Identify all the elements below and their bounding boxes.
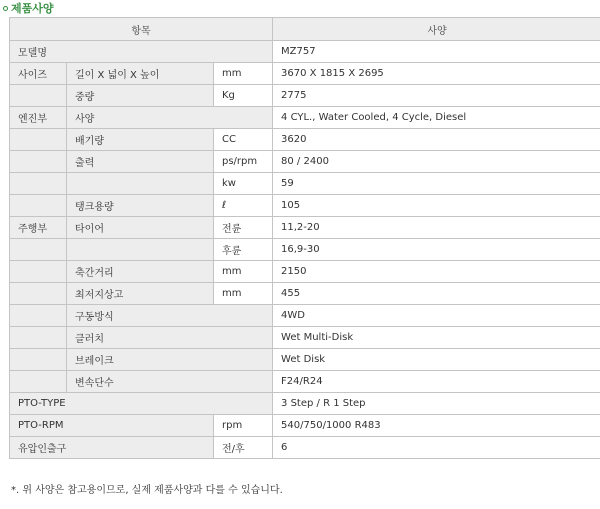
tank-label: 탱크용량 bbox=[67, 195, 214, 217]
pto-rpm-value: 540/750/1000 R483 bbox=[273, 415, 600, 437]
dimension-unit: mm bbox=[214, 63, 273, 85]
weight-unit: Kg bbox=[214, 85, 273, 107]
pto-rpm-unit: rpm bbox=[214, 415, 273, 437]
weight-value: 2775 bbox=[273, 85, 600, 107]
empty-cell bbox=[67, 239, 214, 261]
clearance-label: 최저지상고 bbox=[67, 283, 214, 305]
pto-type-value: 3 Step / R 1 Step bbox=[273, 393, 600, 415]
engine-group-label: 엔진부 bbox=[10, 107, 67, 129]
rear-tire-value: 16,9-30 bbox=[273, 239, 600, 261]
output-unit-kw: kw bbox=[214, 173, 273, 195]
front-tire-label: 전륜 bbox=[214, 217, 273, 239]
engine-spec-value: 4 CYL., Water Cooled, 4 Cycle, Diesel bbox=[273, 107, 600, 129]
tank-unit: ℓ bbox=[214, 195, 273, 217]
table-row bbox=[10, 85, 600, 107]
model-value: MZ757 bbox=[273, 41, 600, 63]
table-row bbox=[10, 437, 600, 459]
table-row bbox=[10, 261, 600, 283]
clutch-value: Wet Multi-Disk bbox=[273, 327, 600, 349]
table-row bbox=[10, 41, 600, 63]
empty-cell bbox=[10, 261, 67, 283]
table-row bbox=[10, 393, 600, 415]
table-row bbox=[10, 107, 600, 129]
empty-cell bbox=[10, 195, 67, 217]
table-header-row bbox=[10, 18, 600, 41]
table-row bbox=[10, 283, 600, 305]
table-row bbox=[10, 195, 600, 217]
footnote: *. 위 사양은 참고용이므로, 실제 제품사양과 다를 수 있습니다. bbox=[11, 485, 283, 496]
empty-cell bbox=[10, 305, 67, 327]
table-row bbox=[10, 63, 600, 85]
front-tire-value: 11,2-20 bbox=[273, 217, 600, 239]
spec-table bbox=[9, 17, 600, 459]
table-row bbox=[10, 305, 600, 327]
pto-rpm-label: PTO-RPM bbox=[10, 415, 214, 437]
drive-type-label: 구동방식 bbox=[67, 305, 273, 327]
output-unit-rpm: ps/rpm bbox=[214, 151, 273, 173]
empty-cell bbox=[10, 327, 67, 349]
clearance-value: 455 bbox=[273, 283, 600, 305]
displacement-label: 배기량 bbox=[67, 129, 214, 151]
table-row bbox=[10, 371, 600, 393]
table-row bbox=[10, 217, 600, 239]
displacement-value: 3620 bbox=[273, 129, 600, 151]
empty-cell bbox=[10, 239, 67, 261]
table-row bbox=[10, 129, 600, 151]
empty-cell bbox=[10, 151, 67, 173]
size-group-label: 사이즈 bbox=[10, 63, 67, 85]
dimension-value: 3670 X 1815 X 2695 bbox=[273, 63, 600, 85]
wheelbase-value: 2150 bbox=[273, 261, 600, 283]
table-row bbox=[10, 349, 600, 371]
displacement-unit: CC bbox=[214, 129, 273, 151]
drive-type-value: 4WD bbox=[273, 305, 600, 327]
tire-label: 타이어 bbox=[67, 217, 214, 239]
drive-group-label: 주행부 bbox=[10, 217, 67, 239]
empty-cell bbox=[67, 173, 214, 195]
model-label: 모델명 bbox=[10, 41, 273, 63]
empty-cell bbox=[10, 349, 67, 371]
brake-label: 브레이크 bbox=[67, 349, 273, 371]
engine-spec-label: 사양 bbox=[67, 107, 273, 129]
hydraulic-label: 유압인출구 bbox=[10, 437, 214, 459]
bullet-circle-icon bbox=[3, 6, 8, 11]
shift-value: F24/R24 bbox=[273, 371, 600, 393]
weight-label: 중량 bbox=[67, 85, 214, 107]
output-value-kw: 59 bbox=[273, 173, 600, 195]
section-title bbox=[3, 2, 54, 16]
dimension-label: 길이 X 넓이 X 높이 bbox=[67, 63, 214, 85]
empty-cell bbox=[10, 129, 67, 151]
wheelbase-unit: mm bbox=[214, 261, 273, 283]
tank-value: 105 bbox=[273, 195, 600, 217]
rear-tire-label: 후륜 bbox=[214, 239, 273, 261]
table-row bbox=[10, 415, 600, 437]
output-value-rpm: 80 / 2400 bbox=[273, 151, 600, 173]
empty-cell bbox=[10, 85, 67, 107]
table-row bbox=[10, 239, 600, 261]
table-row bbox=[10, 173, 600, 195]
section-title-text: 제품사양 bbox=[11, 2, 54, 15]
clearance-unit: mm bbox=[214, 283, 273, 305]
table-row bbox=[10, 327, 600, 349]
clutch-label: 클러치 bbox=[67, 327, 273, 349]
output-label: 출력 bbox=[67, 151, 214, 173]
hydraulic-value: 6 bbox=[273, 437, 600, 459]
empty-cell bbox=[10, 173, 67, 195]
empty-cell bbox=[10, 371, 67, 393]
table-row bbox=[10, 151, 600, 173]
empty-cell bbox=[10, 283, 67, 305]
header-spec: 사양 bbox=[273, 18, 600, 41]
shift-label: 변속단수 bbox=[67, 371, 273, 393]
hydraulic-unit: 전/후 bbox=[214, 437, 273, 459]
pto-type-label: PTO-TYPE bbox=[10, 393, 273, 415]
wheelbase-label: 축간거리 bbox=[67, 261, 214, 283]
header-item: 항목 bbox=[10, 18, 273, 41]
brake-value: Wet Disk bbox=[273, 349, 600, 371]
